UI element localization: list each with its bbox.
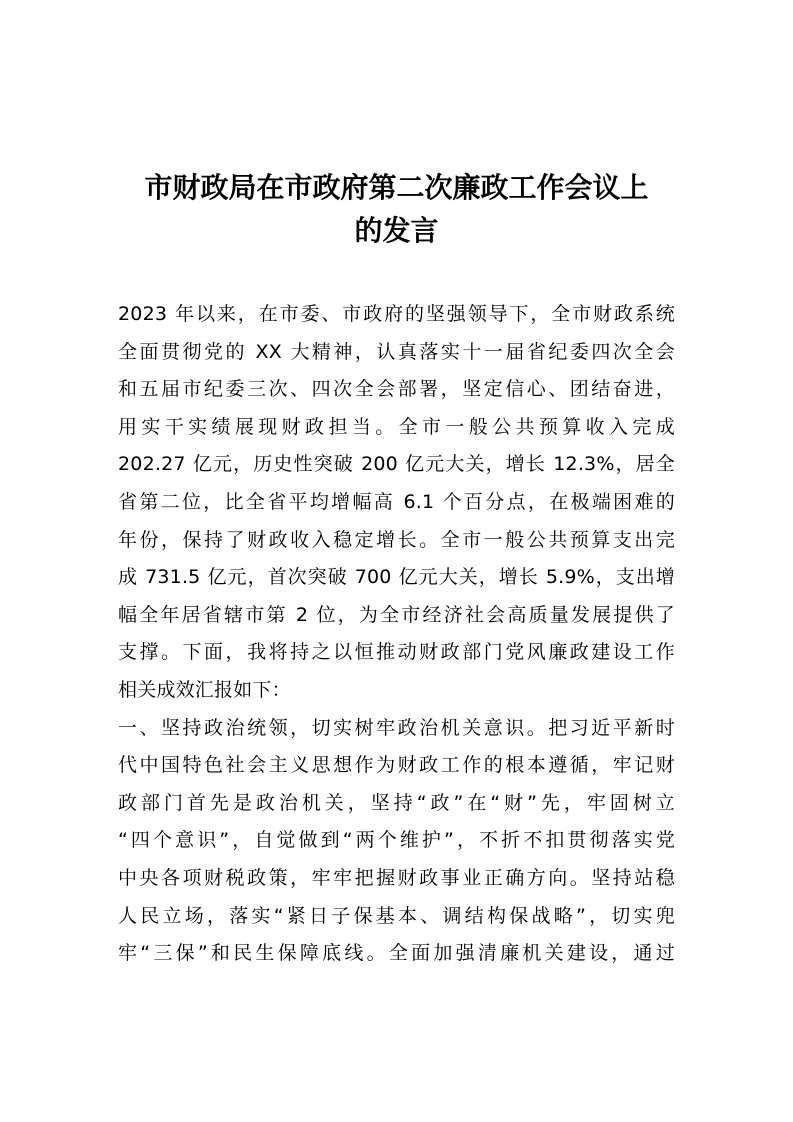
text-line: 202.27 亿元，历史性突破 200 亿元大关，增长 12.3%，居全 [118, 453, 675, 476]
document-title [110, 166, 683, 252]
document-body [118, 296, 675, 973]
text-line: “四个意识”，自觉做到“两个维护”，不折不扣贯彻落实党 [118, 829, 675, 852]
paragraph-section-one [118, 710, 675, 973]
text-line: 全面贯彻党的 XX 大精神，认真落实十一届省纪委四次全会 [118, 340, 675, 363]
text-line: 一、坚持政治统领，切实树牢政治机关意识。把习近平新时 [118, 716, 675, 739]
text-line: 用实干实绩展现财政担当。全市一般公共预算收入完成 [118, 415, 675, 438]
title-line: 市财政局在市政府第二次廉政工作会议上 [144, 171, 649, 204]
text-line: 成 731.5 亿元，首次突破 700 亿元大关，增长 5.9%，支出增 [118, 566, 675, 589]
text-line: 政部门首先是政治机关，坚持“政”在“财”先，牢固树立 [118, 791, 675, 814]
text-line: 和五届市纪委三次、四次全会部署，坚定信心、团结奋进， [118, 378, 675, 401]
text-line: 幅全年居省辖市第 2 位，为全市经济社会高质量发展提供了 [118, 603, 675, 626]
text-line: 支撑。下面，我将持之以恒推动财政部门党风廉政建设工作 [118, 641, 675, 664]
paragraph-intro [118, 296, 675, 710]
title-line: 的发言 [354, 214, 439, 247]
text-line: 2023 年以来，在市委、市政府的坚强领导下，全市财政系统 [118, 303, 675, 325]
text-line: 人民立场，落实“紧日子保基本、调结构保战略”，切实兜 [118, 904, 675, 927]
text-line: 省第二位，比全省平均增幅高 6.1 个百分点，在极端困难的 [118, 490, 675, 513]
text-line: 代中国特色社会主义思想作为财政工作的根本遵循，牢记财 [118, 754, 675, 777]
text-line: 年份，保持了财政收入稳定增长。全市一般公共预算支出完 [118, 528, 675, 551]
text-line: 牢“三保”和民生保障底线。全面加强清廉机关建设，通过 [118, 942, 675, 965]
text-line: 相关成效汇报如下： [118, 678, 291, 701]
text-line: 中央各项财税政策，牢牢把握财政事业正确方向。坚持站稳 [118, 866, 675, 889]
